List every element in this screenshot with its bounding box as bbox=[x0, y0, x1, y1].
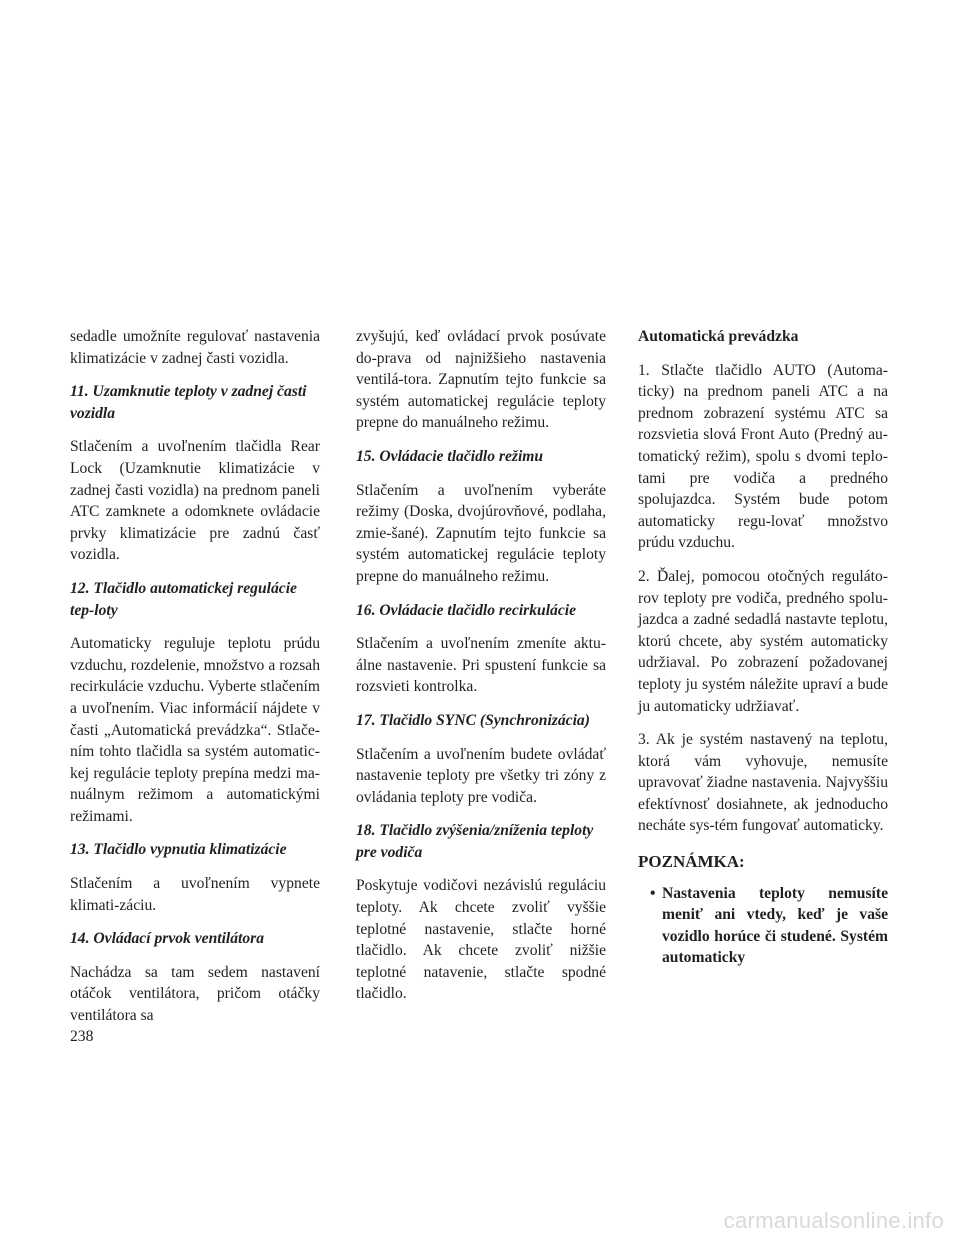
note-bullet-text: Nastavenia teploty nemusíte meniť ani vtedy, keď je vaše vozidlo horúce či studené. Systém automaticky bbox=[662, 884, 888, 967]
paragraph: zvyšujú, keď ovládací prvok posúvate do-prava od najnižšieho nastavenia ventilá-tora. Zapnutím tejto funkcie sa systém automatickej regulácie teploty prepne do manuálneho režimu. bbox=[356, 328, 606, 432]
text-column-right bbox=[638, 326, 888, 981]
bullet-icon: • bbox=[650, 884, 656, 902]
paragraph: Stlačením a uvoľnením tlačidla Rear Lock (Uzamknutie klimatizácie v zadnej časti vozidla) na prednom paneli ATC zamknete a odomknete ovládacie prvky klimatizácie pre zadnú časť vozidla. bbox=[70, 438, 320, 564]
page-number: 238 bbox=[70, 1028, 94, 1045]
section-heading-16: 16. Ovládacie tlačidlo recirkulácie bbox=[356, 601, 576, 619]
paragraph: Stlačením a uvoľnením vyberáte režimy (Doska, dvojúrovňové, podlaha, zmie-šané). Zapnutím tejto funkcie sa systém automatickej regulácie teploty prepne do manuálneho režimu. bbox=[356, 481, 606, 585]
section-heading-18: 18. Tlačidlo zvýšenia/zníženia teploty pre vodiča bbox=[356, 822, 594, 861]
step-2: 2. Ďalej, pomocou otočných reguláto-rov teploty pre vodiča, predného spolu-jazdca a zadné sedadlá nastavte teplotu, ktorú chcete, aby systém automaticky udržiaval. Po zobrazení požadovanej teploty ju systém náležite upraví a bude ju automaticky udržiavať. bbox=[638, 567, 888, 715]
section-title-auto: Automatická prevádzka bbox=[638, 328, 799, 345]
section-heading-15: 15. Ovládacie tlačidlo režimu bbox=[356, 447, 544, 465]
paragraph: Stlačením a uvoľnením budete ovládať nastavenie teploty pre všetky tri zóny z ovládania teploty pre vodiča. bbox=[356, 745, 606, 806]
paragraph: Stlačením a uvoľnením zmeníte aktu-álne nastavenie. Pri spustení funkcie sa rozsvieti kontrolka. bbox=[356, 635, 606, 696]
section-heading-11: 11. Uzamknutie teploty v zadnej časti vozidla bbox=[70, 383, 307, 422]
step-3: 3. Ak je systém nastavený na teplotu, ktorá vám vyhovuje, nemusíte upravovať žiadne nastavenia. Najvyššiu efektívnosť dosiahnete, ak jednoducho necháte sys-tém fungovať automaticky. bbox=[638, 731, 888, 835]
section-heading-17: 17. Tlačidlo SYNC (Synchronizácia) bbox=[356, 711, 590, 729]
section-heading-14: 14. Ovládací prvok ventilátora bbox=[70, 930, 265, 948]
text-column-left bbox=[70, 326, 320, 1039]
section-heading-13: 13. Tlačidlo vypnutia klimatizácie bbox=[70, 841, 287, 859]
paragraph: Poskytuje vodičovi nezávislú reguláciu teploty. Ak chcete zvoliť vyššie teplotné nastavenie, stlačte horné tlačidlo. Ak chcete zvoliť nižšie teplotné natavenie, stlačte spodné tlačidlo. bbox=[356, 877, 606, 1003]
paragraph: Stlačením a uvoľnením vypnete klimati-záciu. bbox=[70, 875, 320, 914]
paragraph: Nachádza sa tam sedem nastavení otáčok ventilátora, pričom otáčky ventilátora sa bbox=[70, 963, 320, 1025]
watermark: carmanualsonline.info bbox=[723, 1208, 944, 1233]
paragraph: sedadle umožníte regulovať nastavenia klimatizácie v zadnej časti vozidla. bbox=[70, 328, 320, 367]
note-bullet bbox=[638, 883, 888, 969]
section-heading-12: 12. Tlačidlo automatickej regulácie tep-loty bbox=[70, 579, 297, 619]
step-1: 1. Stlačte tlačidlo AUTO (Automa-ticky) na prednom paneli ATC a na prednom zobrazení systému ATC sa rozsvietia slová Front Auto (Predný au-tomatický režim), spolu s dvomi teplo-tami pre vodiča a predného spolujazdca. Systém bude potom automaticky regu-lovať množstvo prúdu vzduchu. bbox=[638, 361, 888, 552]
note-title: POZNÁMKA: bbox=[638, 852, 745, 872]
text-column-middle bbox=[356, 326, 606, 1017]
paragraph: Automaticky reguluje teplotu prúdu vzduchu, rozdelenie, množstvo a rozsah recirkulácie vzduchu. Vyberte stlačením a uvoľnením. Viac informácií nájdete v časti „Automatická prevádzka“. Stlače-ním tohto tlačidla sa systém automatic-kej regulácie teploty prepína medzi ma-nuálnym režimom a automatickými režimami. bbox=[70, 635, 320, 825]
